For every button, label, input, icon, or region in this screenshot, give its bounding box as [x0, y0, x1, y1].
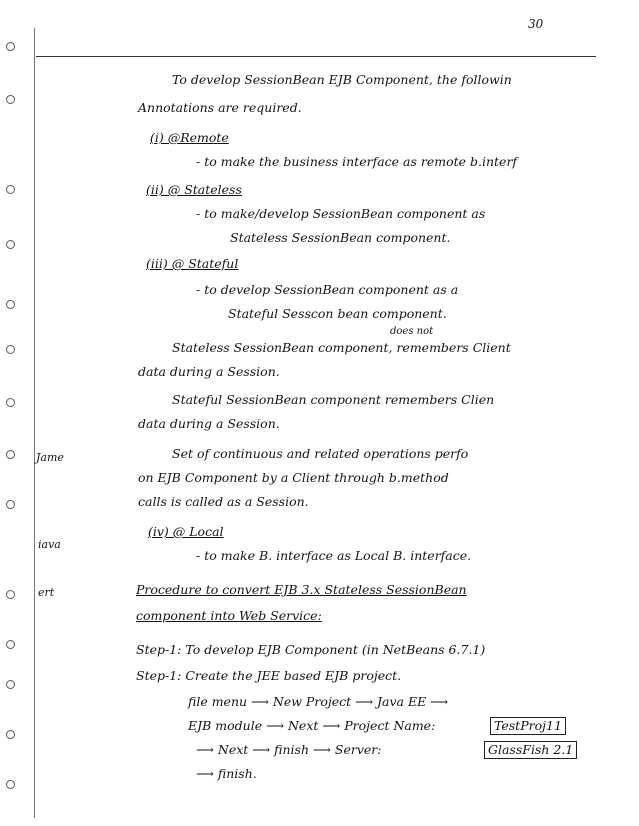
margin-note: ert: [38, 586, 55, 599]
binder-hole: [6, 95, 15, 104]
text-line: Procedure to convert EJB 3.x Stateless SessionBean: [136, 582, 467, 597]
binder-hole: [6, 185, 15, 194]
text-line: Stateful Sesscon bean component.: [228, 306, 447, 321]
top-rule: [36, 56, 596, 57]
binder-hole: [6, 780, 15, 789]
text-line: data during a Session.: [138, 364, 280, 379]
text-line: Set of continuous and related operations perfo: [172, 446, 469, 461]
text-line: - to make/develop SessionBean component as: [196, 206, 486, 221]
text-line: (iv) @ Local: [148, 524, 224, 539]
text-line: Step-1: To develop EJB Component (in NetBeans 6.7.1): [136, 642, 486, 657]
text-line: Step-1: Create the JEE based EJB project.: [136, 668, 402, 683]
margin-note: iava: [38, 538, 61, 551]
binder-hole: [6, 42, 15, 51]
binder-hole: [6, 680, 15, 689]
server-name-box: GlassFish 2.1: [484, 741, 577, 759]
binder-hole: [6, 398, 15, 407]
text-line: Stateful SessionBean component remembers Clien: [172, 392, 495, 407]
text-line: calls is called as a Session.: [138, 494, 309, 509]
page-number: 30: [528, 17, 544, 31]
binder-hole: [6, 500, 15, 509]
binder-hole: [6, 590, 15, 599]
text-line: Annotations are required.: [138, 100, 302, 115]
text-line: ⟶ finish.: [196, 766, 257, 781]
text-line: on EJB Component by a Client through b.method: [138, 470, 449, 485]
text-line: Stateless SessionBean component, remembers Client: [172, 340, 511, 355]
binder-hole: [6, 640, 15, 649]
text-line: - to make the business interface as remote b.interf: [196, 154, 518, 169]
text-line: EJB module ⟶ Next ⟶ Project Name:: [188, 718, 436, 733]
text-line: file menu ⟶ New Project ⟶ Java EE ⟶: [188, 694, 449, 709]
binder-hole: [6, 450, 15, 459]
text-line: ⟶ Next ⟶ finish ⟶ Server:: [196, 742, 382, 757]
project-name-box: TestProj11: [490, 717, 566, 735]
text-line: - to make B. interface as Local B. interface.: [196, 548, 472, 563]
margin-note: Jame: [36, 451, 64, 464]
text-line: Stateless SessionBean component.: [230, 230, 451, 245]
margin-line: [34, 28, 35, 818]
binder-hole: [6, 240, 15, 249]
text-line: (iii) @ Stateful: [146, 256, 239, 271]
text-line: To develop SessionBean EJB Component, the followin: [172, 72, 512, 87]
text-line: (ii) @ Stateless: [146, 182, 242, 197]
text-line: data during a Session.: [138, 416, 280, 431]
text-line: component into Web Service:: [136, 608, 322, 623]
text-line: (i) @Remote: [150, 130, 229, 145]
text-line: - to develop SessionBean component as a: [196, 282, 459, 297]
insertion-note: does not: [390, 326, 434, 337]
binder-hole: [6, 300, 15, 309]
binder-hole: [6, 730, 15, 739]
binder-hole: [6, 345, 15, 354]
